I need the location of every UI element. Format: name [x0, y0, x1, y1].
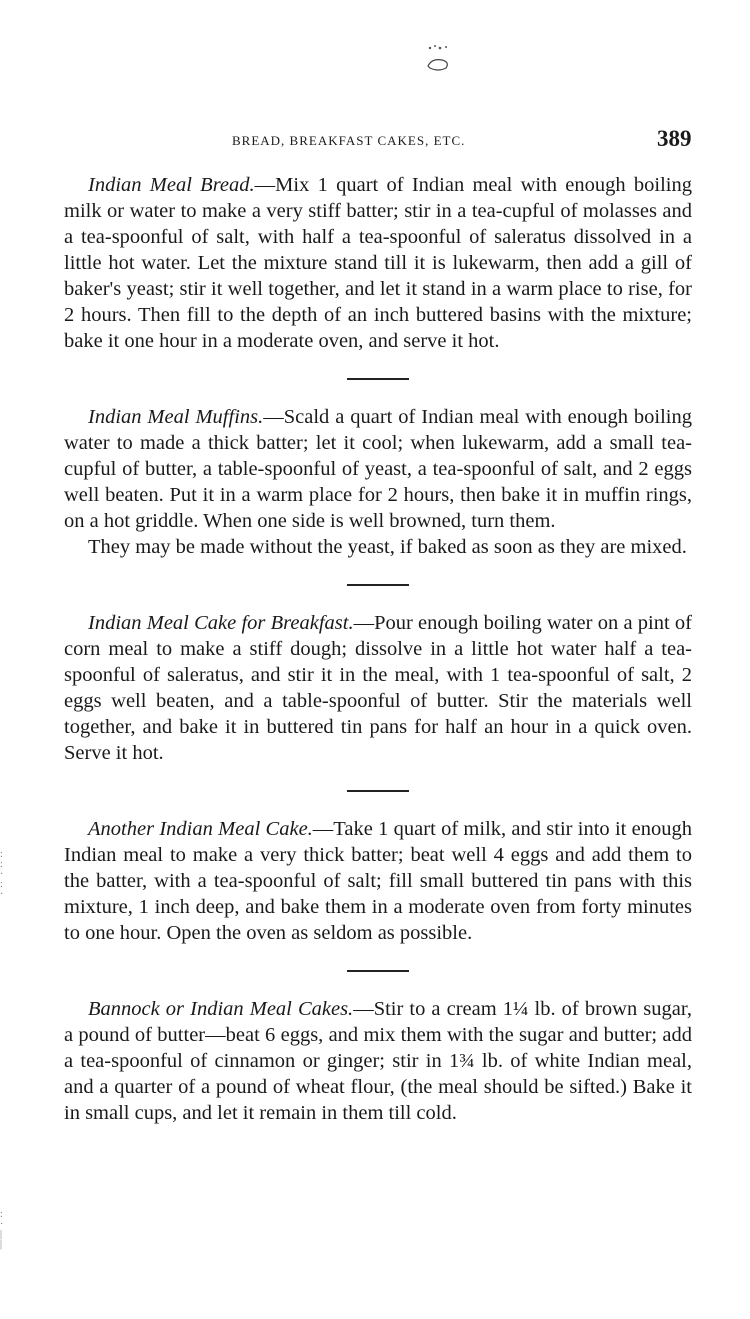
section-divider: [347, 970, 409, 972]
recipe-title: Another Indian Meal Cake.: [88, 818, 313, 840]
recipe-text: —Scald a quart of Indian meal with enough boiling water to made a thick batter; let it cool; when lukewarm, add a small tea-cupful of butter, a table-spoonful of yeast, a tea-spoonful of salt, and 2 eggs well beaten. Put it in a warm place for 2 hours, then bake it in muffin rings, on a hot griddle. When one side is well browned, turn them.: [64, 406, 692, 532]
recipe-text: —Take 1 quart of milk, and stir into it enough Indian meal to make a very thick batter; beat well 4 eggs and add them to the batter, with a tea-spoonful of salt; fill small buttered tin pans with this mixture, 1 inch deep, and bake them in a moderate oven from forty minutes to one hour. Open the oven as seldom as possible.: [64, 818, 692, 944]
recipe-indian-meal-bread: [64, 172, 692, 354]
section-divider: [347, 790, 409, 792]
recipe-title: Indian Meal Muffins.: [88, 406, 264, 428]
running-header: BREAD, BREAKFAST CAKES, ETC.: [232, 133, 466, 148]
margin-speckle: : : · : ·: [0, 849, 4, 900]
recipe-note: They may be made without the yeast, if baked as soon as they are mixed.: [88, 536, 687, 558]
recipe-text: —Stir to a cream 1¼ lb. of brown sugar, a pound of butter—beat 6 eggs, and mix them with the sugar and butter; add a tea-spoonful of cinnamon or ginger; stir in 1¾ lb. of white Indian meal, and a quarter of a pound of wheat flour, (the meal should be sifted.) Bake it in small cups, and let it remain in them till cold.: [64, 998, 692, 1124]
recipe-another-indian-meal-cake: [64, 816, 692, 946]
page-body: [64, 172, 692, 1126]
page-number: 389: [657, 126, 692, 151]
printer-ornament-icon: [420, 40, 460, 80]
section-divider: [347, 584, 409, 586]
recipe-title: Bannock or Indian Meal Cakes.: [88, 998, 354, 1020]
recipe-bannock: [64, 996, 692, 1126]
margin-speckle: : · | |: [0, 1209, 4, 1250]
section-divider: [347, 378, 409, 380]
recipe-title: Indian Meal Cake for Breakfast.: [88, 612, 354, 634]
recipe-title: Indian Meal Bread.: [88, 174, 255, 196]
recipe-text: —Mix 1 quart of Indian meal with enough boiling milk or water to make a very stiff batter; stir in a tea-cupful of molasses and a tea-spoonful of salt, with half a tea-spoonful of saleratus dissolved in a little hot water. Let the mixture stand till it is lukewarm, then add a gill of baker's yeast; stir it well together, and let it stand in a warm place to rise, for 2 hours. Then fill to the depth of an inch buttered basins with the mixture; bake it one hour in a moderate oven, and serve it hot.: [64, 174, 693, 352]
recipe-indian-meal-muffins: [64, 404, 692, 560]
recipe-indian-meal-cake-breakfast: [64, 610, 692, 766]
recipe-text: —Pour enough boiling water on a pint of corn meal to make a stiff dough; dissolve in a little hot water half a tea-spoonful of saleratus, and stir it in the meal, with 1 tea-spoonful of salt, 2 eggs well beaten, and a table-spoonful of butter. Stir the materials well together, and bake it in buttered tin pans for half an hour in a quick oven. Serve it hot.: [64, 612, 692, 764]
